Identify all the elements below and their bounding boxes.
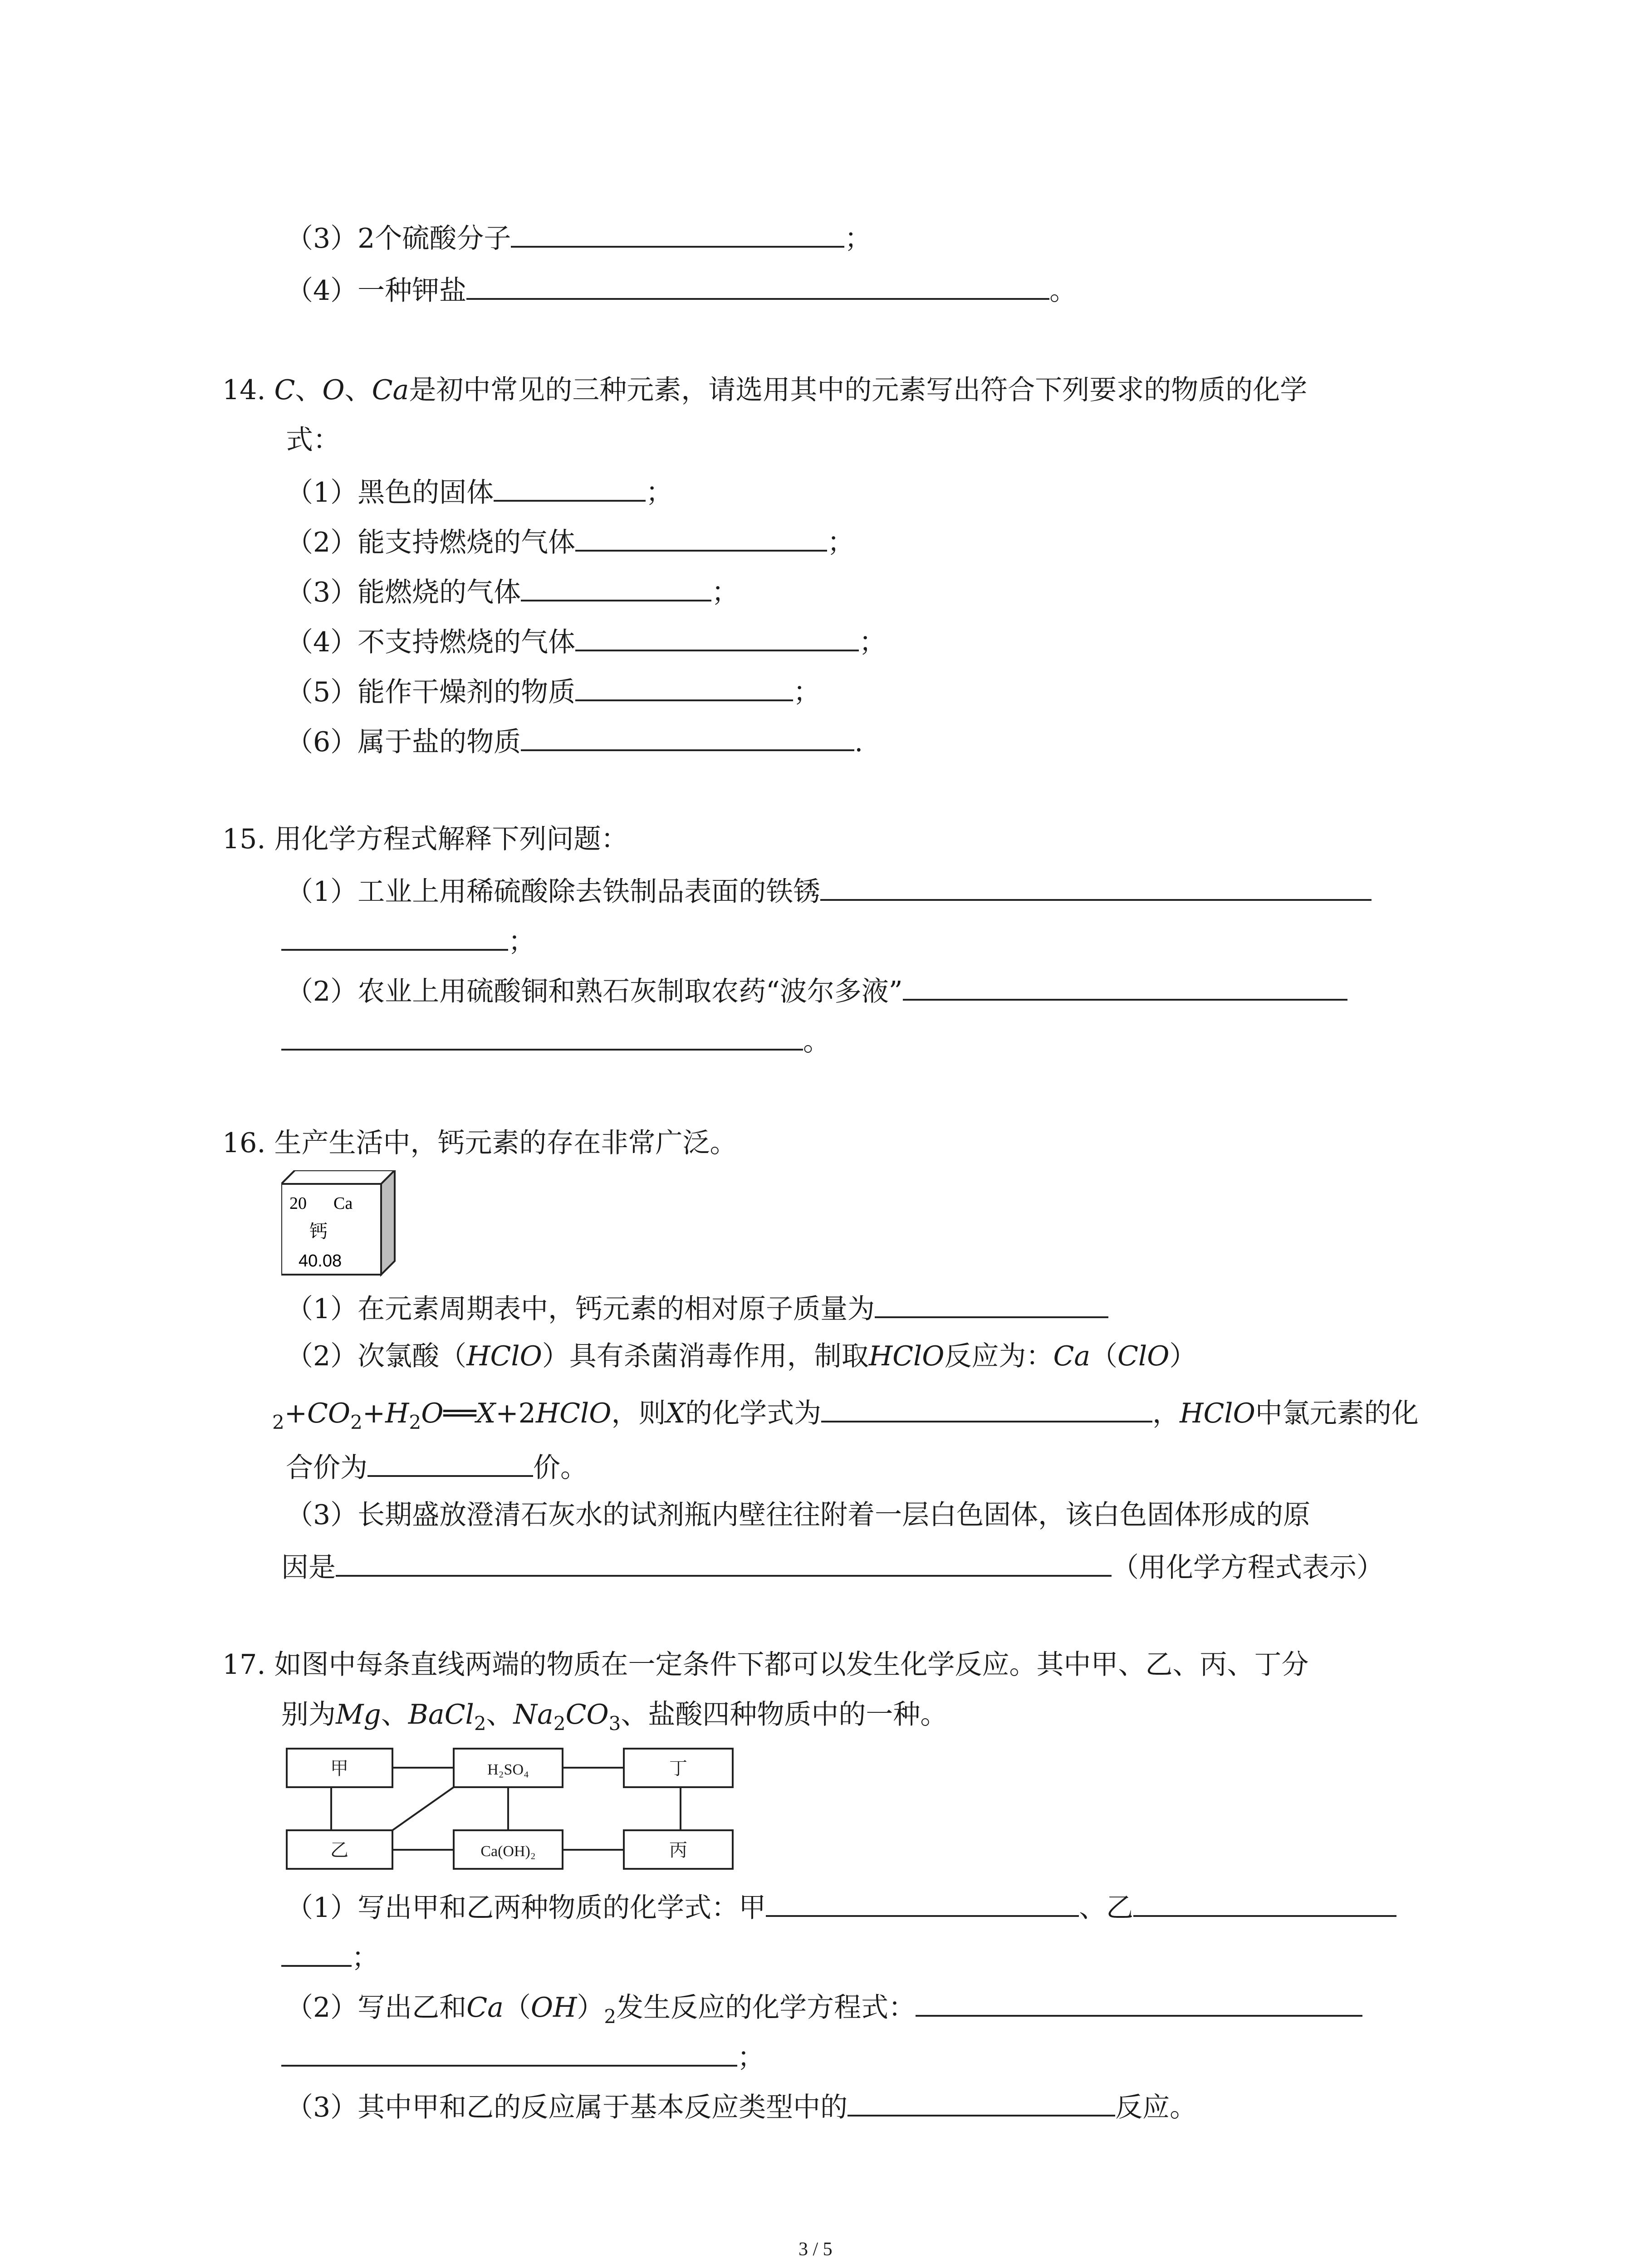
q17-stem: 17. 如图中每条直线两端的物质在一定条件下都可以发生化学反应。其中甲、乙、丙、丁分	[222, 1649, 1309, 1681]
answer-blank[interactable]	[281, 1021, 803, 1051]
answer-blank[interactable]	[903, 971, 1347, 1001]
q15-item-2-cont: 。	[281, 1021, 830, 1060]
atomic-mass: 40.08	[299, 1251, 342, 1271]
q17-item-2-cont: ；	[281, 2037, 764, 2076]
q14-item-2: （2）能支持燃烧的气体 ；	[286, 522, 854, 561]
q14-stem: 14. C、O、Ca是初中常见的三种元素，请选用其中的元素写出符合下列要求的物质的化学	[222, 374, 1308, 406]
answer-blank[interactable]	[521, 572, 711, 601]
q16-item-3: （3）长期盛放澄清石灰水的试剂瓶内壁往往附着一层白色固体，该白色固体形成的原	[286, 1499, 1311, 1531]
q15-stem: 15. 用化学方程式解释下列问题：	[222, 823, 628, 855]
answer-blank[interactable]	[916, 1987, 1362, 2017]
link-h2so4-yi	[392, 1787, 454, 1830]
q16-stem: 16. 生产生活中，钙元素的存在非常广泛。	[222, 1127, 737, 1159]
q15-item-1-cont: ；	[281, 921, 535, 960]
q16-item-1: （1）在元素周期表中，钙元素的相对原子质量为	[286, 1288, 1108, 1327]
answer-blank[interactable]	[575, 671, 793, 701]
answer-blank[interactable]	[820, 871, 1372, 901]
answer-blank[interactable]	[367, 1447, 533, 1477]
q15-item-2: （2）农业上用硫酸铜和熟石灰制取农药“波尔多液”	[286, 971, 1347, 1010]
answer-blank[interactable]	[336, 1547, 1112, 1577]
q13-item-4: （4）一种钾盐 。	[286, 270, 1077, 309]
q14-stem-cont: 式：	[286, 424, 340, 456]
atomic-number: 20	[289, 1194, 307, 1213]
answer-blank[interactable]	[875, 1288, 1108, 1318]
q14-item-4: （4）不支持燃烧的气体 ；	[286, 621, 886, 660]
q17-stem-cont: 别为Mg、BaCl$_2$、$Na_2CO_3$、盐酸四种物质中的一种。	[281, 1699, 948, 1735]
answer-blank[interactable]	[494, 472, 646, 502]
q14-item-5: （5）能作干燥剂的物质 ；	[286, 671, 820, 710]
q14-item-6: （6）属于盐的物质 .	[286, 721, 863, 760]
element-symbol: Ca	[333, 1194, 353, 1213]
page-number: 3 / 5	[798, 2239, 833, 2260]
answer-blank[interactable]	[766, 1887, 1079, 1917]
element-name: 钙	[309, 1221, 328, 1242]
q15-item-1: （1）工业上用稀硫酸除去铁制品表面的铁锈	[286, 871, 1372, 910]
subscript-3: 3	[608, 1712, 621, 1735]
q17-item-1: （1）写出甲和乙两种物质的化学式：甲 、乙	[286, 1887, 1396, 1926]
q16-item-2: （2）次氯酸（HClO）具有杀菌消毒作用，制取HClO反应为：Ca（ClO）	[286, 1340, 1197, 1372]
q13-item-3: （3）2个硫酸分子 ；	[286, 218, 872, 257]
answer-blank[interactable]	[281, 1937, 352, 1967]
reaction-diagram	[281, 1746, 744, 1873]
label-caoh: Ca(OH)₂	[480, 1843, 536, 1860]
answer-blank[interactable]	[575, 522, 827, 552]
q17-item-2: （2）写出乙和$Ca(OH)_2$发生反应的化学方程式：	[286, 1987, 1362, 2035]
answer-blank[interactable]	[821, 1393, 1152, 1422]
answer-blank[interactable]	[1133, 1887, 1396, 1917]
answer-blank[interactable]	[847, 2087, 1115, 2116]
answer-blank[interactable]	[521, 721, 854, 751]
q16-item-2-equation: $_2+CO_2+H_2O══X+2HClO$，则X的化学式为 ，HClO中氯元素的化	[272, 1393, 1419, 1441]
label-bing: 丙	[669, 1840, 687, 1861]
label-yi: 乙	[330, 1840, 348, 1861]
q16-item-3-cont: 因是 （用化学方程式表示）	[281, 1547, 1384, 1586]
answer-blank[interactable]	[281, 2037, 737, 2067]
q14-item-1: （1）黑色的固体 ；	[286, 472, 673, 511]
q17-item-3: （3）其中甲和乙的反应属于基本反应类型中的 反应。	[286, 2087, 1197, 2126]
answer-blank[interactable]	[575, 621, 859, 651]
answer-blank[interactable]	[511, 218, 844, 248]
label-h2so4: H₂SO₄	[487, 1761, 529, 1778]
answer-blank[interactable]	[281, 921, 508, 951]
q16-item-2-cont: 合价为 价。	[286, 1447, 588, 1486]
q17-item-1-cont: ；	[281, 1937, 379, 1976]
label-ding: 丁	[669, 1758, 687, 1779]
q14-item-3: （3）能燃烧的气体 ；	[286, 572, 739, 611]
label-jia: 甲	[330, 1758, 348, 1779]
periodic-cell-calcium	[281, 1170, 399, 1279]
answer-blank[interactable]	[466, 270, 1049, 300]
